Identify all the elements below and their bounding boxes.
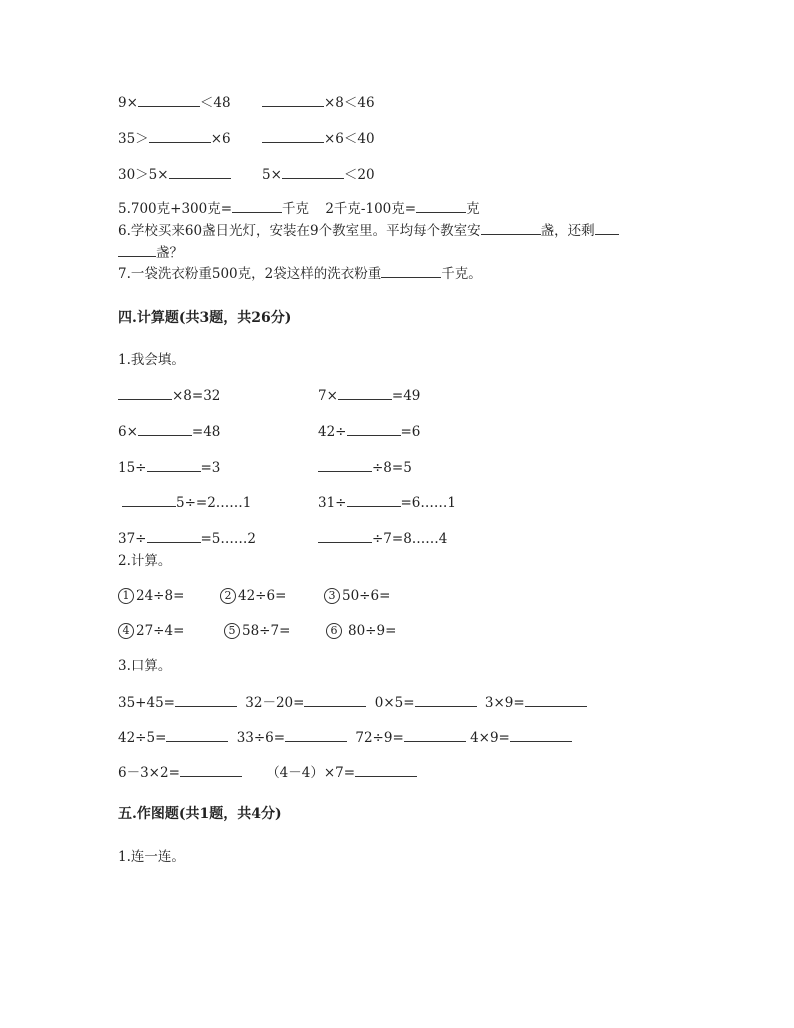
answer-blank[interactable] [355,762,417,777]
answer-blank[interactable] [138,92,200,107]
answer-blank[interactable] [147,457,201,472]
expr: 30＞5× [118,164,231,186]
answer-blank[interactable] [262,128,324,143]
question-6: 6.学校买来60盏日光灯，安装在9个教室里。平均每个教室安 盏，还剩 [118,220,619,242]
oral-row: 42÷5= 33÷6= 72÷9= 4×9= [118,727,572,749]
oral-row: 35+45= 32－20= 0×5= 3×9= [118,692,587,714]
answer-blank[interactable] [415,692,477,707]
answer-blank[interactable] [347,492,401,507]
answer-blank[interactable] [525,692,587,707]
answer-blank[interactable] [285,727,347,742]
answer-blank[interactable] [149,128,211,143]
answer-blank[interactable] [180,762,242,777]
answer-blank[interactable] [147,528,201,543]
answer-blank[interactable] [481,220,541,235]
calc-item: 4 27÷4= [118,620,184,642]
calc-item: 6 80÷9= [326,620,396,642]
question-title: 1.连一连。 [118,849,185,865]
circled-number: 4 [118,623,134,639]
answer-blank[interactable] [262,92,324,107]
answer-blank[interactable] [175,692,237,707]
circled-number: 3 [324,588,340,604]
answer-blank[interactable] [404,727,466,742]
answer-blank[interactable] [169,164,231,179]
answer-blank[interactable] [304,692,366,707]
question-title: 1.我会填。 [118,352,185,368]
answer-blank[interactable] [232,198,282,213]
circled-number: 6 [326,623,342,639]
answer-blank[interactable] [282,164,344,179]
oral-row: 6－3×2= （4－4）×7= [118,762,417,784]
answer-blank[interactable] [118,385,172,400]
answer-blank[interactable] [138,421,192,436]
section-heading: 四.计算题(共3题，共26分) [118,310,292,326]
calc-item: 1 24÷8= [118,585,184,607]
expr: 5× ＜20 [262,164,375,186]
question-title: 2.计算。 [118,553,172,569]
calc-item: 3 50÷6= [324,585,390,607]
expr: ×8＜46 [262,92,375,114]
answer-blank[interactable] [338,385,392,400]
question-5: 5.700克+300克= 千克 2千克-100克= 克 [118,198,480,220]
answer-blank[interactable] [122,492,176,507]
expr: 9× ＜48 [118,92,231,114]
question-7: 7.一袋洗衣粉重500克，2袋这样的洗衣粉重 千克。 [118,263,482,285]
calc-item: 5 58÷7= [224,620,290,642]
answer-blank[interactable] [595,220,619,235]
answer-blank[interactable] [318,457,372,472]
circled-number: 2 [220,588,236,604]
answer-blank[interactable] [166,727,228,742]
answer-blank[interactable] [347,421,401,436]
circled-number: 1 [118,588,134,604]
answer-blank[interactable] [416,198,466,213]
circled-number: 5 [224,623,240,639]
answer-blank[interactable] [510,727,572,742]
answer-blank[interactable] [118,242,156,257]
calc-item: 2 42÷6= [220,585,286,607]
section-heading: 五.作图题(共1题，共4分) [118,806,282,822]
question-6-cont: 盏？ [118,242,183,264]
answer-blank[interactable] [318,528,372,543]
expr: ×6＜40 [262,128,375,150]
expr: 35＞ ×6 [118,128,231,150]
answer-blank[interactable] [381,263,441,278]
question-title: 3.口算。 [118,658,172,674]
